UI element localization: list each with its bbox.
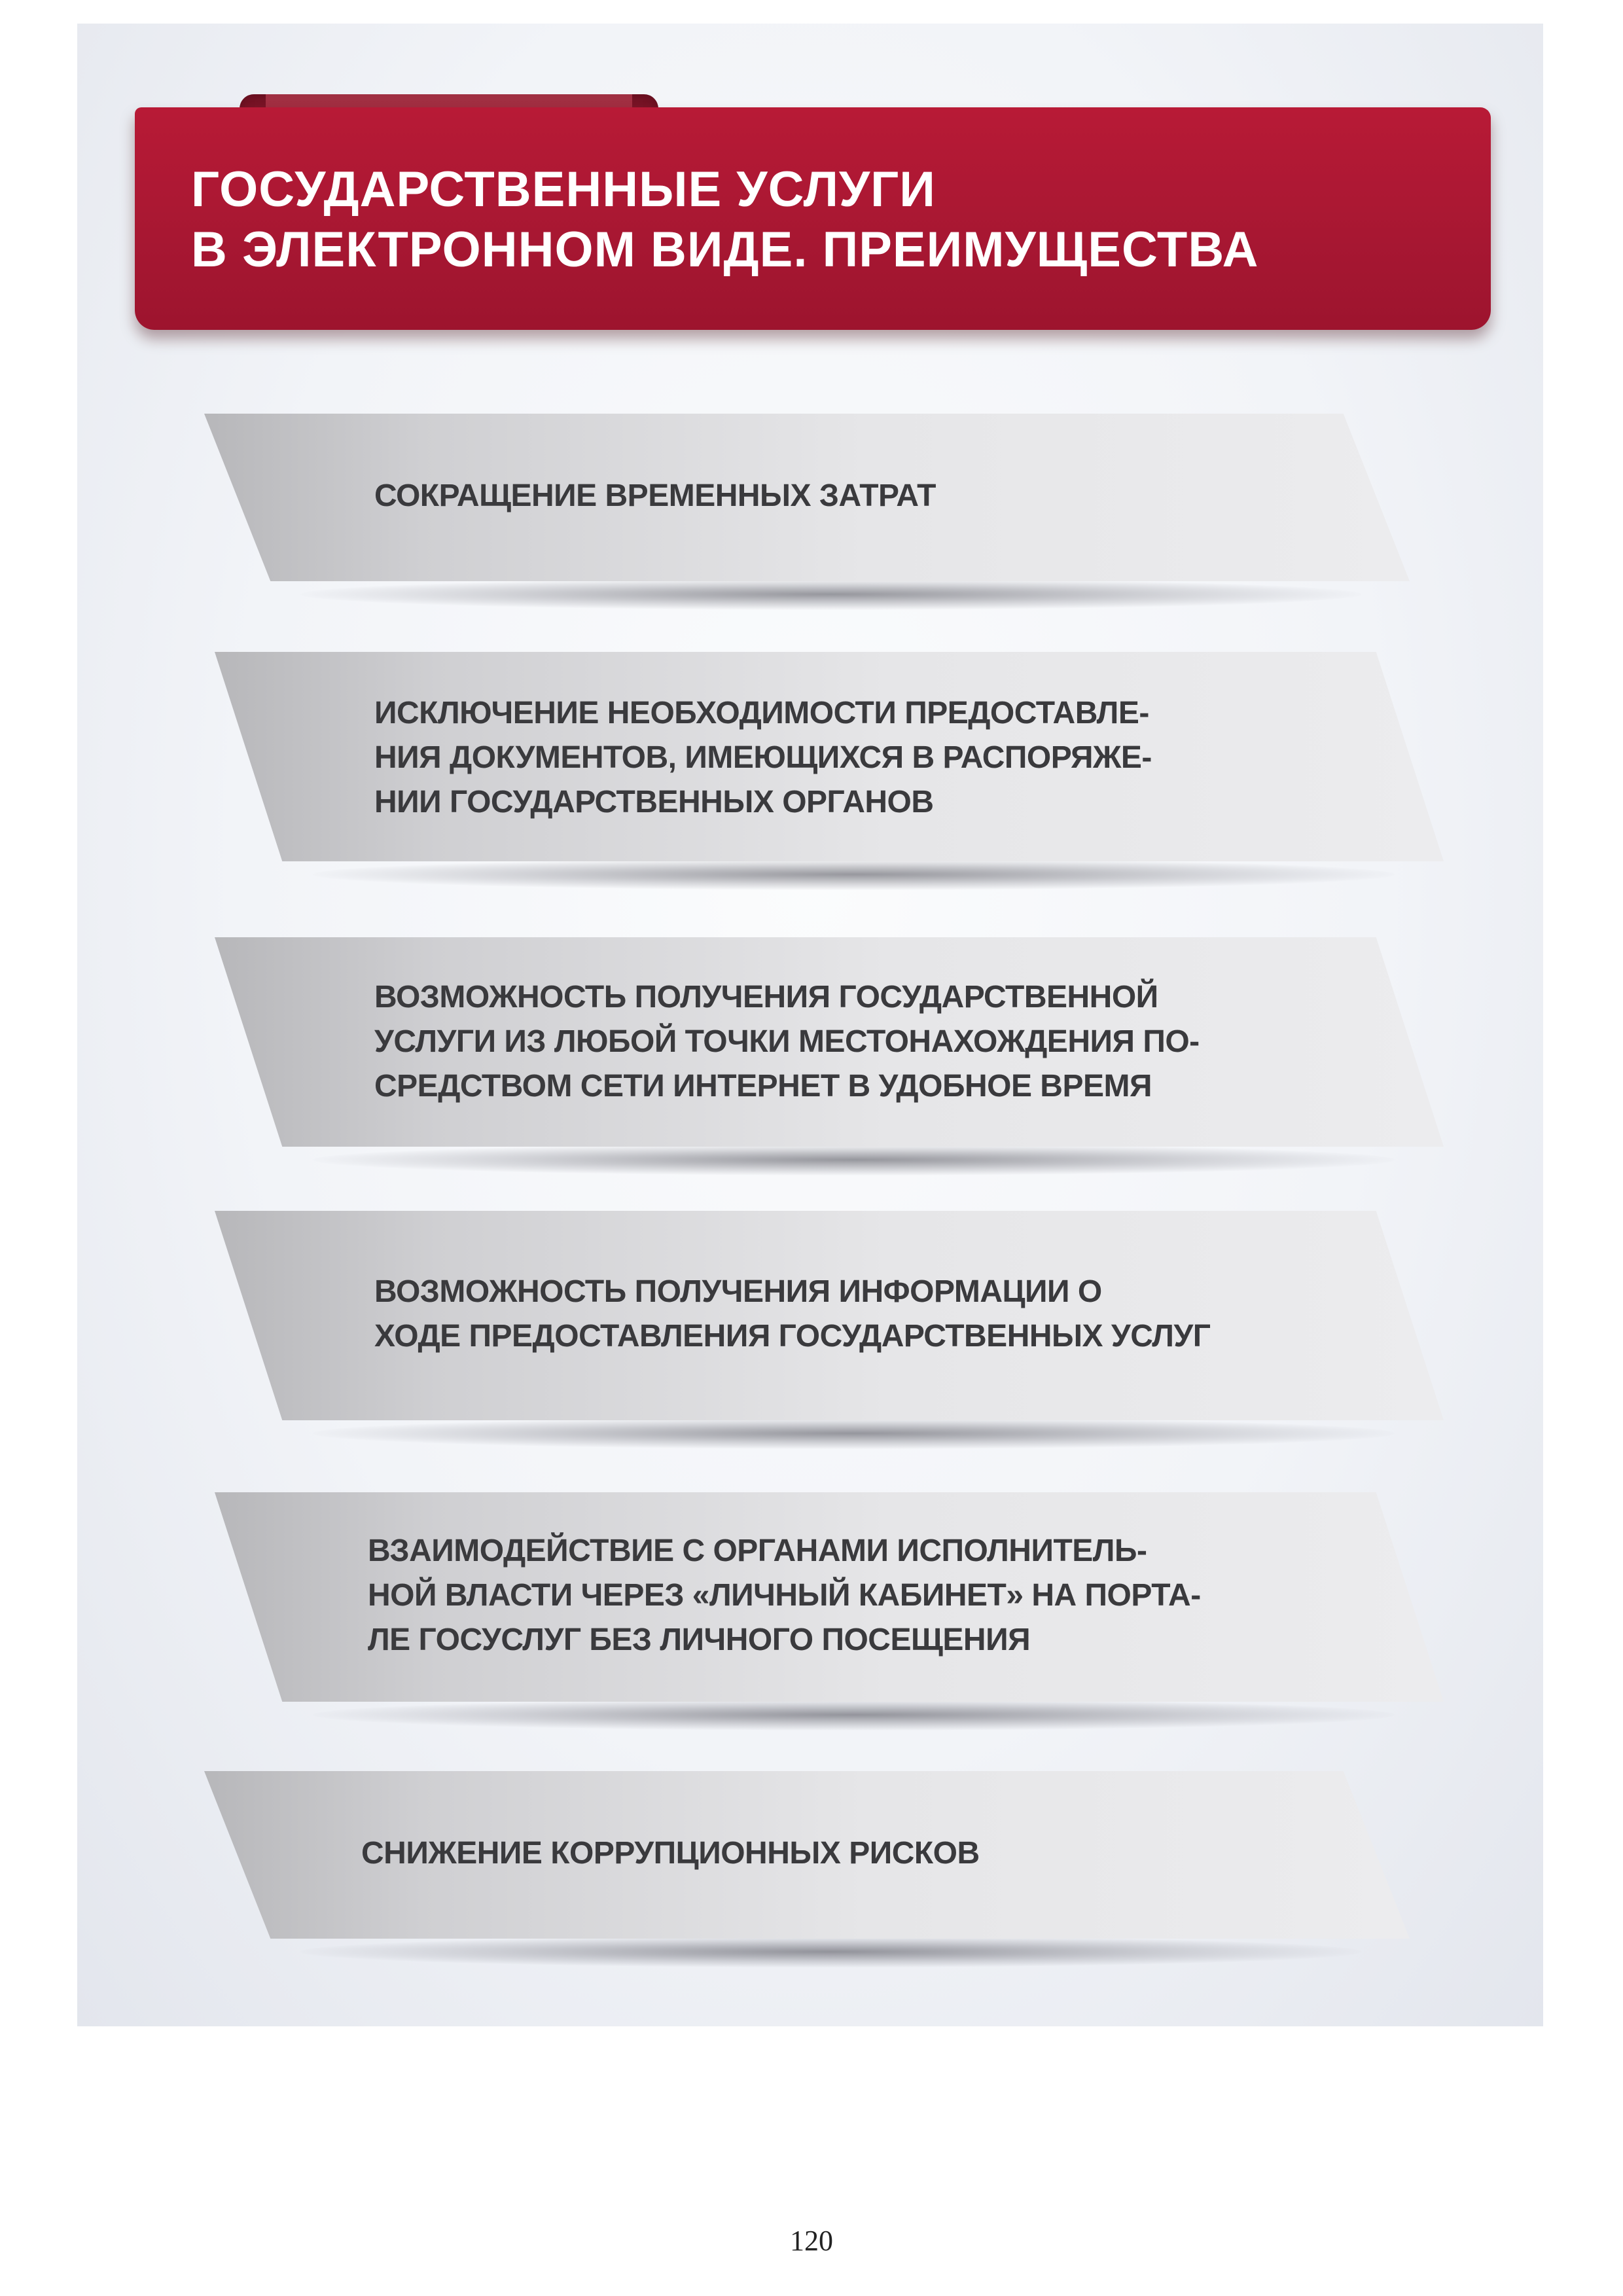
advantage-text: [368, 1529, 1201, 1662]
advantage-item-status-info: [215, 1211, 1444, 1420]
advantage-text-line: СНИЖЕНИЕ КОРРУПЦИОННЫХ РИСКОВ: [361, 1836, 980, 1871]
page-title: [191, 160, 1258, 280]
advantage-text-line: ВЗАИМОДЕЙСТВИЕ С ОРГАНАМИ ИСПОЛНИТЕЛЬ-: [368, 1534, 1147, 1568]
title-ribbon: [135, 107, 1491, 330]
advantage-text-line: НИИ ГОСУДАРСТВЕННЫХ ОРГАНОВ: [374, 785, 934, 819]
advantage-item-corruption-risks: [204, 1771, 1410, 1939]
advantage-text-line: ВОЗМОЖНОСТЬ ПОЛУЧЕНИЯ ИНФОРМАЦИИ О: [374, 1274, 1102, 1309]
item-shadow: [313, 1418, 1395, 1449]
advantage-item-time-savings: [204, 414, 1410, 581]
advantage-text-line: СРЕДСТВОМ СЕТИ ИНТЕРНЕТ В УДОБНОЕ ВРЕМЯ: [374, 1069, 1152, 1103]
advantage-text-line: ХОДЕ ПРЕДОСТАВЛЕНИЯ ГОСУДАРСТВЕННЫХ УСЛУГ: [374, 1319, 1211, 1354]
page-number: 120: [790, 2225, 833, 2257]
page-title-line: ГОСУДАРСТВЕННЫЕ УСЛУГИ: [191, 162, 936, 217]
advantage-text-line: ЛЕ ГОСУСЛУГ БЕЗ ЛИЧНОГО ПОСЕЩЕНИЯ: [368, 1623, 1031, 1657]
advantage-text: [374, 975, 1200, 1109]
item-shadow: [313, 1699, 1395, 1731]
advantage-text-line: НИЯ ДОКУМЕНТОВ, ИМЕЮЩИХСЯ В РАСПОРЯЖЕ-: [374, 740, 1152, 775]
advantage-text-line: УСЛУГИ ИЗ ЛЮБОЙ ТОЧКИ МЕСТОНАХОЖДЕНИЯ ПО-: [374, 1024, 1200, 1059]
advantage-text: [361, 1831, 980, 1876]
page-title-line: В ЭЛЕКТРОННОМ ВИДЕ. ПРЕИМУЩЕСТВА: [191, 222, 1259, 278]
advantage-item-no-documents: [215, 652, 1444, 861]
advantage-item-remote-access: [215, 937, 1444, 1147]
item-shadow: [300, 1936, 1361, 1967]
advantage-text-line: НОЙ ВЛАСТИ ЧЕРЕЗ «ЛИЧНЫЙ КАБИНЕТ» НА ПОРТА-: [368, 1578, 1201, 1613]
item-shadow: [300, 579, 1361, 610]
infographic-poster: [77, 24, 1543, 2026]
advantage-text: [374, 691, 1152, 825]
advantage-text-line: ИСКЛЮЧЕНИЕ НЕОБХОДИМОСТИ ПРЕДОСТАВЛЕ-: [374, 696, 1149, 730]
item-shadow: [313, 859, 1395, 890]
advantage-text: [374, 474, 936, 518]
advantage-text-line: СОКРАЩЕНИЕ ВРЕМЕННЫХ ЗАТРАТ: [374, 478, 936, 513]
advantage-item-personal-account: [215, 1492, 1444, 1702]
advantage-text: [374, 1270, 1210, 1359]
advantage-text-line: ВОЗМОЖНОСТЬ ПОЛУЧЕНИЯ ГОСУДАРСТВЕННОЙ: [374, 980, 1158, 1014]
item-shadow: [313, 1144, 1395, 1175]
